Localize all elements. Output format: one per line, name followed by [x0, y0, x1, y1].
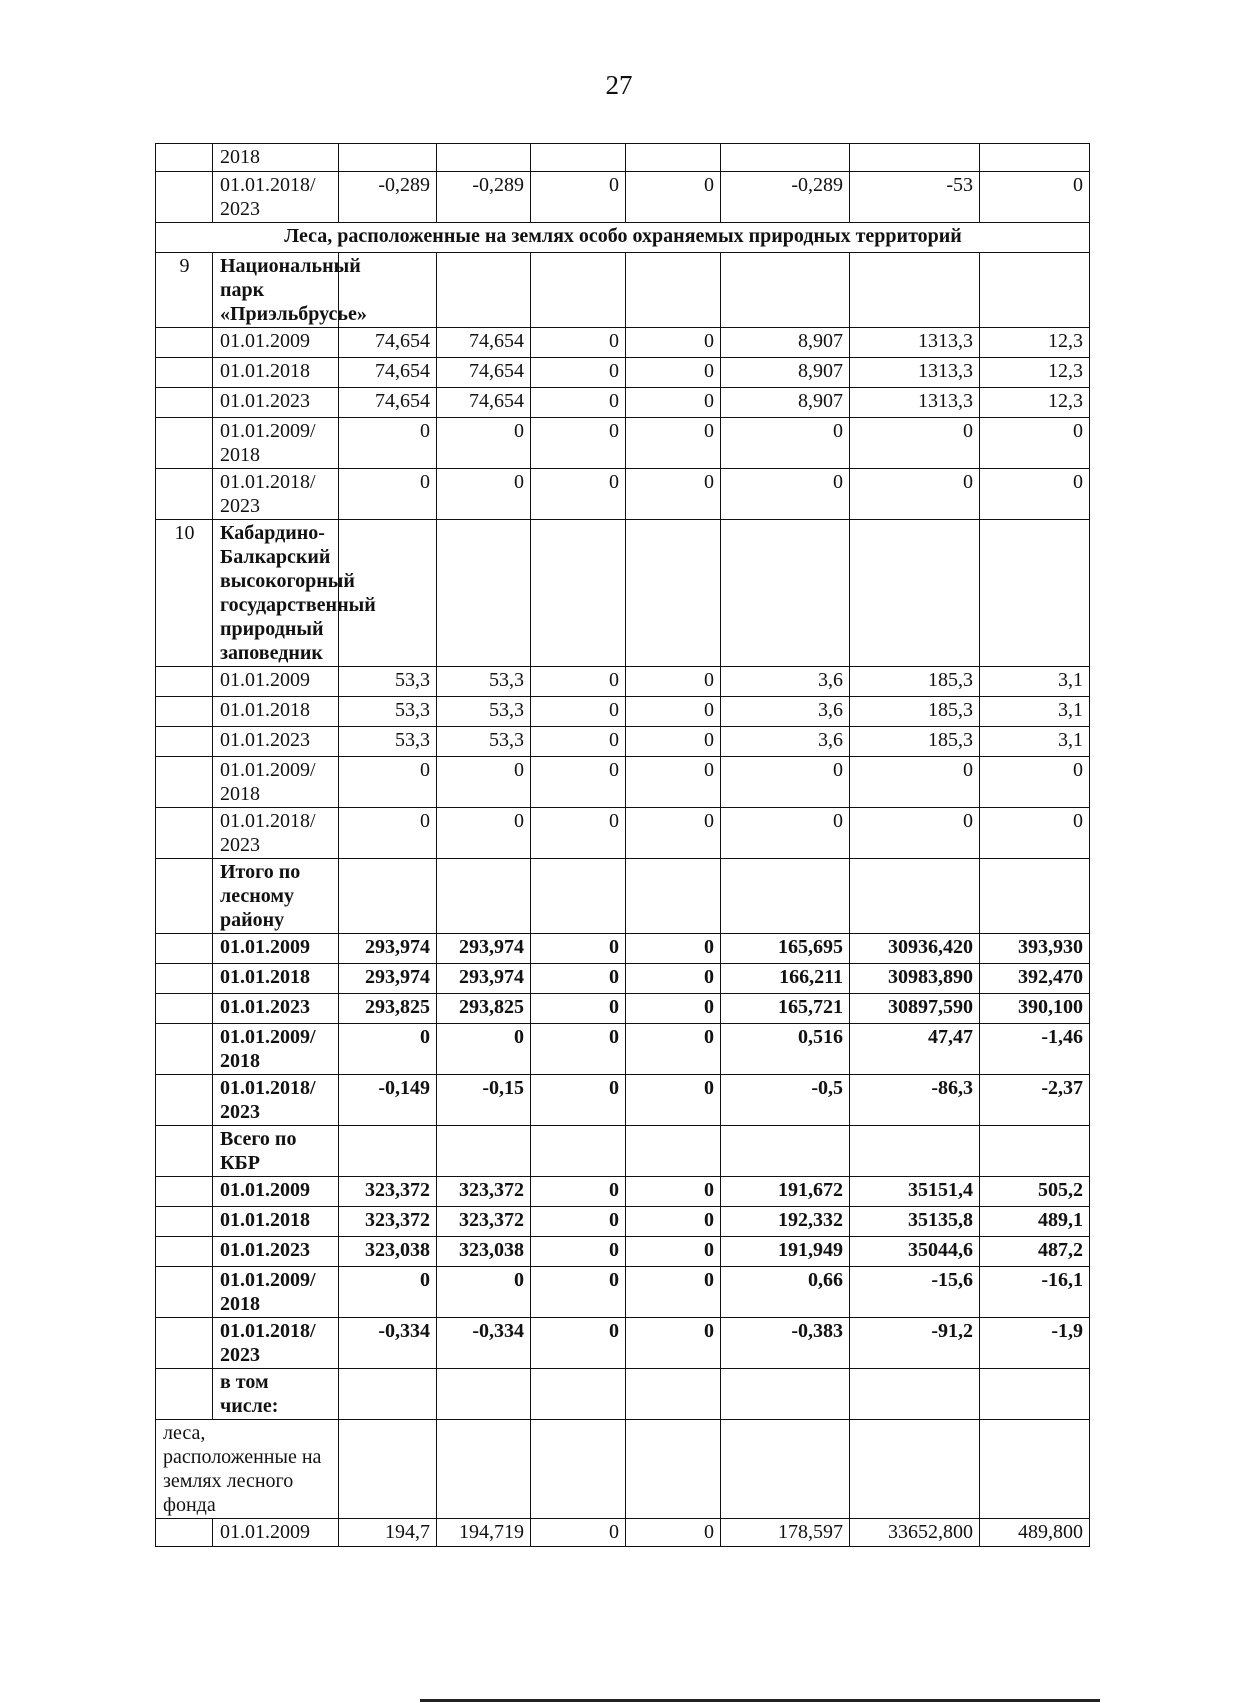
- table-row: [156, 1207, 1090, 1237]
- value-cell: 53,3: [437, 727, 531, 757]
- empty-cell: [980, 859, 1090, 934]
- empty-cell: [531, 1126, 626, 1177]
- value-cell: 74,654: [339, 358, 437, 388]
- table-row: [156, 144, 1090, 172]
- number-cell: [156, 1126, 213, 1177]
- row-label: 2018: [213, 144, 339, 172]
- empty-cell: [850, 520, 980, 667]
- empty-cell: [721, 520, 850, 667]
- value-cell: 0: [437, 469, 531, 520]
- value-cell: 74,654: [339, 328, 437, 358]
- value-cell: 185,3: [850, 697, 980, 727]
- empty-cell: [721, 1420, 850, 1519]
- value-cell: 53,3: [437, 697, 531, 727]
- number-cell: [156, 358, 213, 388]
- number-cell: [156, 1519, 213, 1547]
- table-row: [156, 388, 1090, 418]
- value-cell: 0: [626, 1177, 721, 1207]
- empty-cell: [850, 1369, 980, 1420]
- value-cell: 74,654: [437, 358, 531, 388]
- value-cell: 185,3: [850, 667, 980, 697]
- value-cell: 8,907: [721, 388, 850, 418]
- value-cell: 0: [531, 697, 626, 727]
- value-cell: 3,1: [980, 727, 1090, 757]
- value-cell: 0: [850, 757, 980, 808]
- row-label: 01.01.2018/ 2023: [213, 469, 339, 520]
- value-cell: 323,372: [339, 1207, 437, 1237]
- value-cell: 1313,3: [850, 358, 980, 388]
- empty-cell: [850, 1126, 980, 1177]
- value-cell: 0: [531, 1237, 626, 1267]
- value-cell: 0: [339, 808, 437, 859]
- section-title: Леса, расположенные на землях особо охраняемых природных территорий: [156, 223, 1090, 253]
- value-cell: 323,038: [437, 1237, 531, 1267]
- value-cell: 0: [980, 172, 1090, 223]
- table-row: [156, 1318, 1090, 1369]
- value-cell: 0: [531, 1075, 626, 1126]
- value-cell: 323,372: [339, 1177, 437, 1207]
- value-cell: 0: [850, 418, 980, 469]
- table-row: [156, 172, 1090, 223]
- value-cell: [437, 144, 531, 172]
- empty-cell: [980, 520, 1090, 667]
- value-cell: 489,800: [980, 1519, 1090, 1547]
- value-cell: 0: [531, 1207, 626, 1237]
- table-row: [156, 1237, 1090, 1267]
- table-row: [156, 964, 1090, 994]
- number-cell: [156, 328, 213, 358]
- value-cell: -2,37: [980, 1075, 1090, 1126]
- empty-cell: [980, 253, 1090, 328]
- value-cell: 323,372: [437, 1177, 531, 1207]
- value-cell: 3,6: [721, 667, 850, 697]
- value-cell: 35044,6: [850, 1237, 980, 1267]
- row-label: 01.01.2009: [213, 667, 339, 697]
- value-cell: 390,100: [980, 994, 1090, 1024]
- value-cell: 0: [531, 934, 626, 964]
- row-label: 01.01.2009: [213, 328, 339, 358]
- number-cell: [156, 388, 213, 418]
- value-cell: 293,825: [437, 994, 531, 1024]
- value-cell: 165,721: [721, 994, 850, 1024]
- number-cell: [156, 1075, 213, 1126]
- value-cell: 0: [626, 172, 721, 223]
- forest-fund-label: леса, расположенные на землях лесного фонда: [156, 1420, 339, 1519]
- number-cell: [156, 1177, 213, 1207]
- value-cell: 0: [626, 328, 721, 358]
- value-cell: 30983,890: [850, 964, 980, 994]
- value-cell: 74,654: [339, 388, 437, 418]
- empty-cell: [531, 1369, 626, 1420]
- row-label: 01.01.2018: [213, 358, 339, 388]
- value-cell: 323,372: [437, 1207, 531, 1237]
- value-cell: 0: [626, 358, 721, 388]
- number-cell: [156, 1267, 213, 1318]
- empty-cell: [437, 859, 531, 934]
- number-cell: [156, 144, 213, 172]
- value-cell: 0: [850, 469, 980, 520]
- group-header-row: [156, 520, 1090, 667]
- value-cell: [850, 144, 980, 172]
- table-row: [156, 1267, 1090, 1318]
- section-row: [156, 223, 1090, 253]
- value-cell: 166,211: [721, 964, 850, 994]
- row-label: 01.01.2009/ 2018: [213, 1267, 339, 1318]
- value-cell: 0: [626, 964, 721, 994]
- number-cell: [156, 1318, 213, 1369]
- value-cell: 185,3: [850, 727, 980, 757]
- value-cell: 0: [626, 757, 721, 808]
- value-cell: 165,695: [721, 934, 850, 964]
- number-cell: [156, 1237, 213, 1267]
- value-cell: 0: [339, 469, 437, 520]
- value-cell: 0: [339, 757, 437, 808]
- group-header-row: [156, 1369, 1090, 1420]
- group-number: 9: [156, 253, 213, 328]
- value-cell: 0: [531, 1519, 626, 1547]
- table-row: [156, 757, 1090, 808]
- value-cell: 392,470: [980, 964, 1090, 994]
- value-cell: -53: [850, 172, 980, 223]
- value-cell: 0: [980, 808, 1090, 859]
- value-cell: 0: [531, 757, 626, 808]
- empty-cell: [531, 859, 626, 934]
- value-cell: -16,1: [980, 1267, 1090, 1318]
- scan-edge-line: [420, 1699, 1100, 1702]
- value-cell: 0: [531, 1318, 626, 1369]
- value-cell: 489,1: [980, 1207, 1090, 1237]
- value-cell: 0,66: [721, 1267, 850, 1318]
- value-cell: 0: [721, 808, 850, 859]
- value-cell: -0,334: [437, 1318, 531, 1369]
- row-label: 01.01.2009/ 2018: [213, 757, 339, 808]
- including-label: в том числе:: [213, 1369, 339, 1420]
- value-cell: [626, 144, 721, 172]
- empty-cell: [980, 1369, 1090, 1420]
- value-cell: 0: [531, 727, 626, 757]
- value-cell: 0: [626, 934, 721, 964]
- empty-cell: [339, 1126, 437, 1177]
- empty-cell: [850, 1420, 980, 1519]
- value-cell: 53,3: [437, 667, 531, 697]
- value-cell: [980, 144, 1090, 172]
- empty-cell: [437, 1369, 531, 1420]
- empty-cell: [980, 1126, 1090, 1177]
- empty-cell: [531, 253, 626, 328]
- value-cell: 0: [721, 757, 850, 808]
- value-cell: 0: [626, 667, 721, 697]
- value-cell: 0: [626, 697, 721, 727]
- value-cell: 0: [531, 328, 626, 358]
- number-cell: [156, 697, 213, 727]
- row-label: 01.01.2023: [213, 727, 339, 757]
- table-row: [156, 469, 1090, 520]
- row-label: 01.01.2018: [213, 697, 339, 727]
- value-cell: -0,383: [721, 1318, 850, 1369]
- value-cell: 0: [437, 808, 531, 859]
- group-name: Кабардино-Балкарский высокогорный государственный природный заповедник: [213, 520, 339, 667]
- value-cell: 8,907: [721, 358, 850, 388]
- value-cell: 47,47: [850, 1024, 980, 1075]
- value-cell: 293,974: [339, 964, 437, 994]
- empty-cell: [437, 1420, 531, 1519]
- value-cell: 0: [626, 994, 721, 1024]
- value-cell: 0: [626, 1318, 721, 1369]
- value-cell: 0: [531, 994, 626, 1024]
- value-cell: 53,3: [339, 727, 437, 757]
- value-cell: 0: [531, 1267, 626, 1318]
- value-cell: 74,654: [437, 388, 531, 418]
- empty-cell: [437, 253, 531, 328]
- value-cell: 30897,590: [850, 994, 980, 1024]
- value-cell: 0: [626, 1024, 721, 1075]
- value-cell: 0: [626, 418, 721, 469]
- row-label: 01.01.2018/ 2023: [213, 1318, 339, 1369]
- value-cell: -0,334: [339, 1318, 437, 1369]
- number-cell: [156, 727, 213, 757]
- value-cell: 12,3: [980, 328, 1090, 358]
- row-label: 01.01.2023: [213, 388, 339, 418]
- row-label: 01.01.2023: [213, 1237, 339, 1267]
- group-name: Национальный парк «Приэльбрусье»: [213, 253, 339, 328]
- table-row: [156, 418, 1090, 469]
- row-label: 01.01.2009: [213, 1177, 339, 1207]
- table-row: [156, 994, 1090, 1024]
- empty-cell: [850, 859, 980, 934]
- value-cell: 0: [626, 727, 721, 757]
- value-cell: 0: [626, 469, 721, 520]
- value-cell: 192,332: [721, 1207, 850, 1237]
- group-number: 10: [156, 520, 213, 667]
- value-cell: 0: [339, 1024, 437, 1075]
- value-cell: 0: [437, 757, 531, 808]
- value-cell: 0: [626, 808, 721, 859]
- number-cell: [156, 1369, 213, 1420]
- value-cell: 191,672: [721, 1177, 850, 1207]
- empty-cell: [437, 1126, 531, 1177]
- row-label: 01.01.2009: [213, 1519, 339, 1547]
- value-cell: -1,9: [980, 1318, 1090, 1369]
- empty-cell: [626, 859, 721, 934]
- value-cell: 191,949: [721, 1237, 850, 1267]
- table-row: [156, 934, 1090, 964]
- value-cell: 0: [626, 1207, 721, 1237]
- empty-cell: [626, 1126, 721, 1177]
- row-label: 01.01.2018/ 2023: [213, 172, 339, 223]
- empty-cell: [339, 859, 437, 934]
- empty-cell: [339, 1420, 437, 1519]
- number-cell: [156, 418, 213, 469]
- table-row: [156, 727, 1090, 757]
- value-cell: 293,825: [339, 994, 437, 1024]
- table-row: [156, 1075, 1090, 1126]
- table-body: [156, 144, 1090, 1547]
- value-cell: 0: [531, 418, 626, 469]
- value-cell: [721, 144, 850, 172]
- page-number: 27: [605, 70, 633, 100]
- row-label: 01.01.2009/ 2018: [213, 1024, 339, 1075]
- value-cell: -0,149: [339, 1075, 437, 1126]
- value-cell: 293,974: [437, 934, 531, 964]
- value-cell: 0: [437, 1024, 531, 1075]
- value-cell: 0: [626, 388, 721, 418]
- value-cell: 74,654: [437, 328, 531, 358]
- empty-cell: [531, 1420, 626, 1519]
- value-cell: 0: [339, 1267, 437, 1318]
- empty-cell: [339, 1369, 437, 1420]
- value-cell: -1,46: [980, 1024, 1090, 1075]
- value-cell: 0: [626, 1519, 721, 1547]
- value-cell: 0: [626, 1237, 721, 1267]
- row-label: 01.01.2009/ 2018: [213, 418, 339, 469]
- number-cell: [156, 1024, 213, 1075]
- empty-cell: [626, 1420, 721, 1519]
- value-cell: 0: [980, 757, 1090, 808]
- empty-cell: [721, 1126, 850, 1177]
- table-row: [156, 667, 1090, 697]
- value-cell: 35151,4: [850, 1177, 980, 1207]
- value-cell: 0: [531, 172, 626, 223]
- table-row: [156, 697, 1090, 727]
- empty-cell: [626, 520, 721, 667]
- empty-cell: [437, 520, 531, 667]
- group-header-row: [156, 253, 1090, 328]
- value-cell: 0: [531, 964, 626, 994]
- empty-cell: [626, 253, 721, 328]
- value-cell: 1313,3: [850, 388, 980, 418]
- value-cell: 12,3: [980, 358, 1090, 388]
- value-cell: 3,6: [721, 697, 850, 727]
- value-cell: 0: [980, 418, 1090, 469]
- value-cell: -0,289: [437, 172, 531, 223]
- empty-cell: [339, 520, 437, 667]
- value-cell: 8,907: [721, 328, 850, 358]
- kbr-total-label: Всего по КБР: [213, 1126, 339, 1177]
- number-cell: [156, 994, 213, 1024]
- value-cell: 0: [850, 808, 980, 859]
- value-cell: 33652,800: [850, 1519, 980, 1547]
- value-cell: 293,974: [437, 964, 531, 994]
- row-label: 01.01.2018/ 2023: [213, 808, 339, 859]
- value-cell: 0: [626, 1075, 721, 1126]
- table-row: [156, 358, 1090, 388]
- value-cell: 3,1: [980, 697, 1090, 727]
- value-cell: 0: [437, 1267, 531, 1318]
- empty-cell: [531, 520, 626, 667]
- value-cell: 0: [721, 469, 850, 520]
- table-row: [156, 808, 1090, 859]
- empty-cell: [721, 1369, 850, 1420]
- number-cell: [156, 808, 213, 859]
- row-label: 01.01.2018: [213, 1207, 339, 1237]
- value-cell: 0: [721, 418, 850, 469]
- empty-cell: [980, 1420, 1090, 1519]
- value-cell: 393,930: [980, 934, 1090, 964]
- number-cell: [156, 757, 213, 808]
- value-cell: 0: [437, 418, 531, 469]
- empty-cell: [850, 253, 980, 328]
- empty-cell: [626, 1369, 721, 1420]
- forest-data-table: [155, 143, 1090, 1547]
- table-row: [156, 1519, 1090, 1547]
- table-row: [156, 1177, 1090, 1207]
- number-cell: [156, 667, 213, 697]
- number-cell: [156, 1207, 213, 1237]
- value-cell: 12,3: [980, 388, 1090, 418]
- value-cell: 53,3: [339, 667, 437, 697]
- value-cell: -0,289: [339, 172, 437, 223]
- value-cell: 0: [531, 1024, 626, 1075]
- value-cell: 0: [531, 469, 626, 520]
- value-cell: 0: [531, 1177, 626, 1207]
- forest-fund-row: [156, 1420, 1090, 1519]
- row-label: 01.01.2018: [213, 964, 339, 994]
- value-cell: 293,974: [339, 934, 437, 964]
- group-header-row: [156, 859, 1090, 934]
- value-cell: 35135,8: [850, 1207, 980, 1237]
- number-cell: [156, 172, 213, 223]
- empty-cell: [721, 253, 850, 328]
- empty-cell: [721, 859, 850, 934]
- value-cell: 0: [531, 358, 626, 388]
- number-cell: [156, 859, 213, 934]
- value-cell: 178,597: [721, 1519, 850, 1547]
- value-cell: 0: [531, 388, 626, 418]
- value-cell: 0: [339, 418, 437, 469]
- value-cell: 0: [531, 808, 626, 859]
- value-cell: -0,289: [721, 172, 850, 223]
- value-cell: 505,2: [980, 1177, 1090, 1207]
- value-cell: 487,2: [980, 1237, 1090, 1267]
- row-label: 01.01.2018/ 2023: [213, 1075, 339, 1126]
- value-cell: -86,3: [850, 1075, 980, 1126]
- value-cell: -0,5: [721, 1075, 850, 1126]
- table-row: [156, 1024, 1090, 1075]
- number-cell: [156, 469, 213, 520]
- value-cell: 3,6: [721, 727, 850, 757]
- value-cell: 0: [626, 1267, 721, 1318]
- value-cell: 323,038: [339, 1237, 437, 1267]
- value-cell: 1313,3: [850, 328, 980, 358]
- value-cell: -91,2: [850, 1318, 980, 1369]
- value-cell: -15,6: [850, 1267, 980, 1318]
- number-cell: [156, 934, 213, 964]
- value-cell: 194,719: [437, 1519, 531, 1547]
- district-total-label: Итого по лесному району: [213, 859, 339, 934]
- row-label: 01.01.2023: [213, 994, 339, 1024]
- number-cell: [156, 964, 213, 994]
- value-cell: 0: [531, 667, 626, 697]
- value-cell: [531, 144, 626, 172]
- group-header-row: [156, 1126, 1090, 1177]
- value-cell: 53,3: [339, 697, 437, 727]
- value-cell: 0,516: [721, 1024, 850, 1075]
- value-cell: -0,15: [437, 1075, 531, 1126]
- value-cell: 194,7: [339, 1519, 437, 1547]
- value-cell: 3,1: [980, 667, 1090, 697]
- value-cell: [339, 144, 437, 172]
- table-row: [156, 328, 1090, 358]
- value-cell: 0: [980, 469, 1090, 520]
- row-label: 01.01.2009: [213, 934, 339, 964]
- value-cell: 30936,420: [850, 934, 980, 964]
